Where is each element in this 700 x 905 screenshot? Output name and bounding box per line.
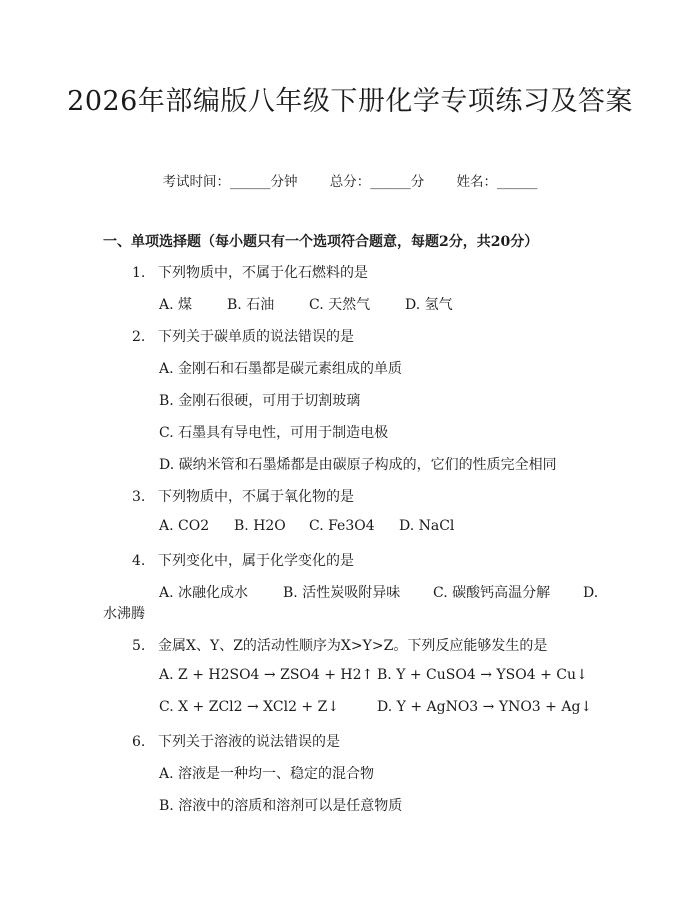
question-5	[132, 635, 547, 655]
question-stem: 下列变化中，属于化学变化的是	[158, 553, 354, 569]
section-heading: 一、单项选择题（每小题只有一个选项符合题意，每题2分，共20分）	[103, 234, 539, 250]
option-c: C. Fe3O4	[309, 518, 375, 534]
document-title: 2026年部编版八年级下册化学专项练习及答案	[67, 86, 633, 117]
question-stem: 下列物质中，不属于化石燃料的是	[158, 265, 368, 281]
option-b: B. 金刚石很硬，可用于切割玻璃	[159, 393, 361, 409]
question-2	[132, 326, 354, 346]
option-b: B. 石油	[227, 297, 275, 313]
option-d: D.	[583, 585, 599, 601]
question-stem: 金属X、Y、Z的活动性顺序为X>Y>Z。下列反应能够发生的是	[158, 638, 548, 654]
question-number: 6.	[132, 734, 146, 750]
option-c: C. 天然气	[309, 297, 371, 313]
option-c: C. X + ZCl2 → XCl2 + Z↓	[159, 699, 340, 715]
total-score-label: 总分：______分	[329, 174, 425, 190]
option-a: A. 冰融化成水	[159, 585, 249, 601]
question-number: 1.	[132, 265, 146, 281]
option-b: B. 溶液中的溶质和溶剂可以是任意物质	[159, 798, 403, 814]
question-stem: 下列关于碳单质的说法错误的是	[158, 329, 354, 345]
option-d: D. 碳纳米管和石墨烯都是由碳原子构成的，它们的性质完全相同	[159, 457, 557, 473]
question-3-options	[159, 518, 454, 534]
option-b: B. H2O	[234, 518, 286, 534]
student-name-label: 姓名：______	[456, 174, 538, 190]
question-stem: 下列物质中，不属于氧化物的是	[158, 489, 354, 505]
option-b: B. Y + CuSO4 → YSO4 + Cu↓	[377, 667, 588, 683]
question-1	[132, 262, 368, 282]
option-a: A. 溶液是一种均一、稳定的混合物	[159, 766, 375, 782]
question-number: 5.	[132, 638, 146, 654]
question-3	[132, 486, 354, 506]
option-c: C. 碳酸钙高温分解	[433, 585, 551, 601]
option-d: D. 氢气	[405, 297, 453, 313]
option-b: B. 活性炭吸附异味	[283, 585, 401, 601]
option-c: C. 石墨具有导电性，可用于制造电极	[159, 425, 389, 441]
question-5-options-row-1	[159, 667, 588, 683]
option-d: D. NaCl	[399, 518, 455, 534]
question-1-options	[159, 294, 453, 314]
question-4	[132, 550, 354, 570]
option-a: A. Z + H2SO4 → ZSO4 + H2↑	[159, 667, 374, 683]
question-stem: 下列关于溶液的说法错误的是	[158, 734, 340, 750]
option-d-wrapped-text: 水沸腾	[103, 606, 145, 622]
question-number: 4.	[132, 553, 146, 569]
question-number: 2.	[132, 329, 146, 345]
exam-meta	[0, 170, 700, 190]
question-5-options-row-2	[159, 699, 592, 715]
option-a: A. 金刚石和石墨都是碳元素组成的单质	[159, 361, 403, 377]
question-4-options	[159, 582, 598, 602]
exam-time-label: 考试时间：______分钟	[162, 174, 298, 190]
option-a: A. CO2	[159, 518, 210, 534]
question-6	[132, 731, 340, 751]
question-number: 3.	[132, 489, 146, 505]
option-d: D. Y + AgNO3 → YNO3 + Ag↓	[377, 699, 593, 715]
option-a: A. 煤	[159, 297, 193, 313]
